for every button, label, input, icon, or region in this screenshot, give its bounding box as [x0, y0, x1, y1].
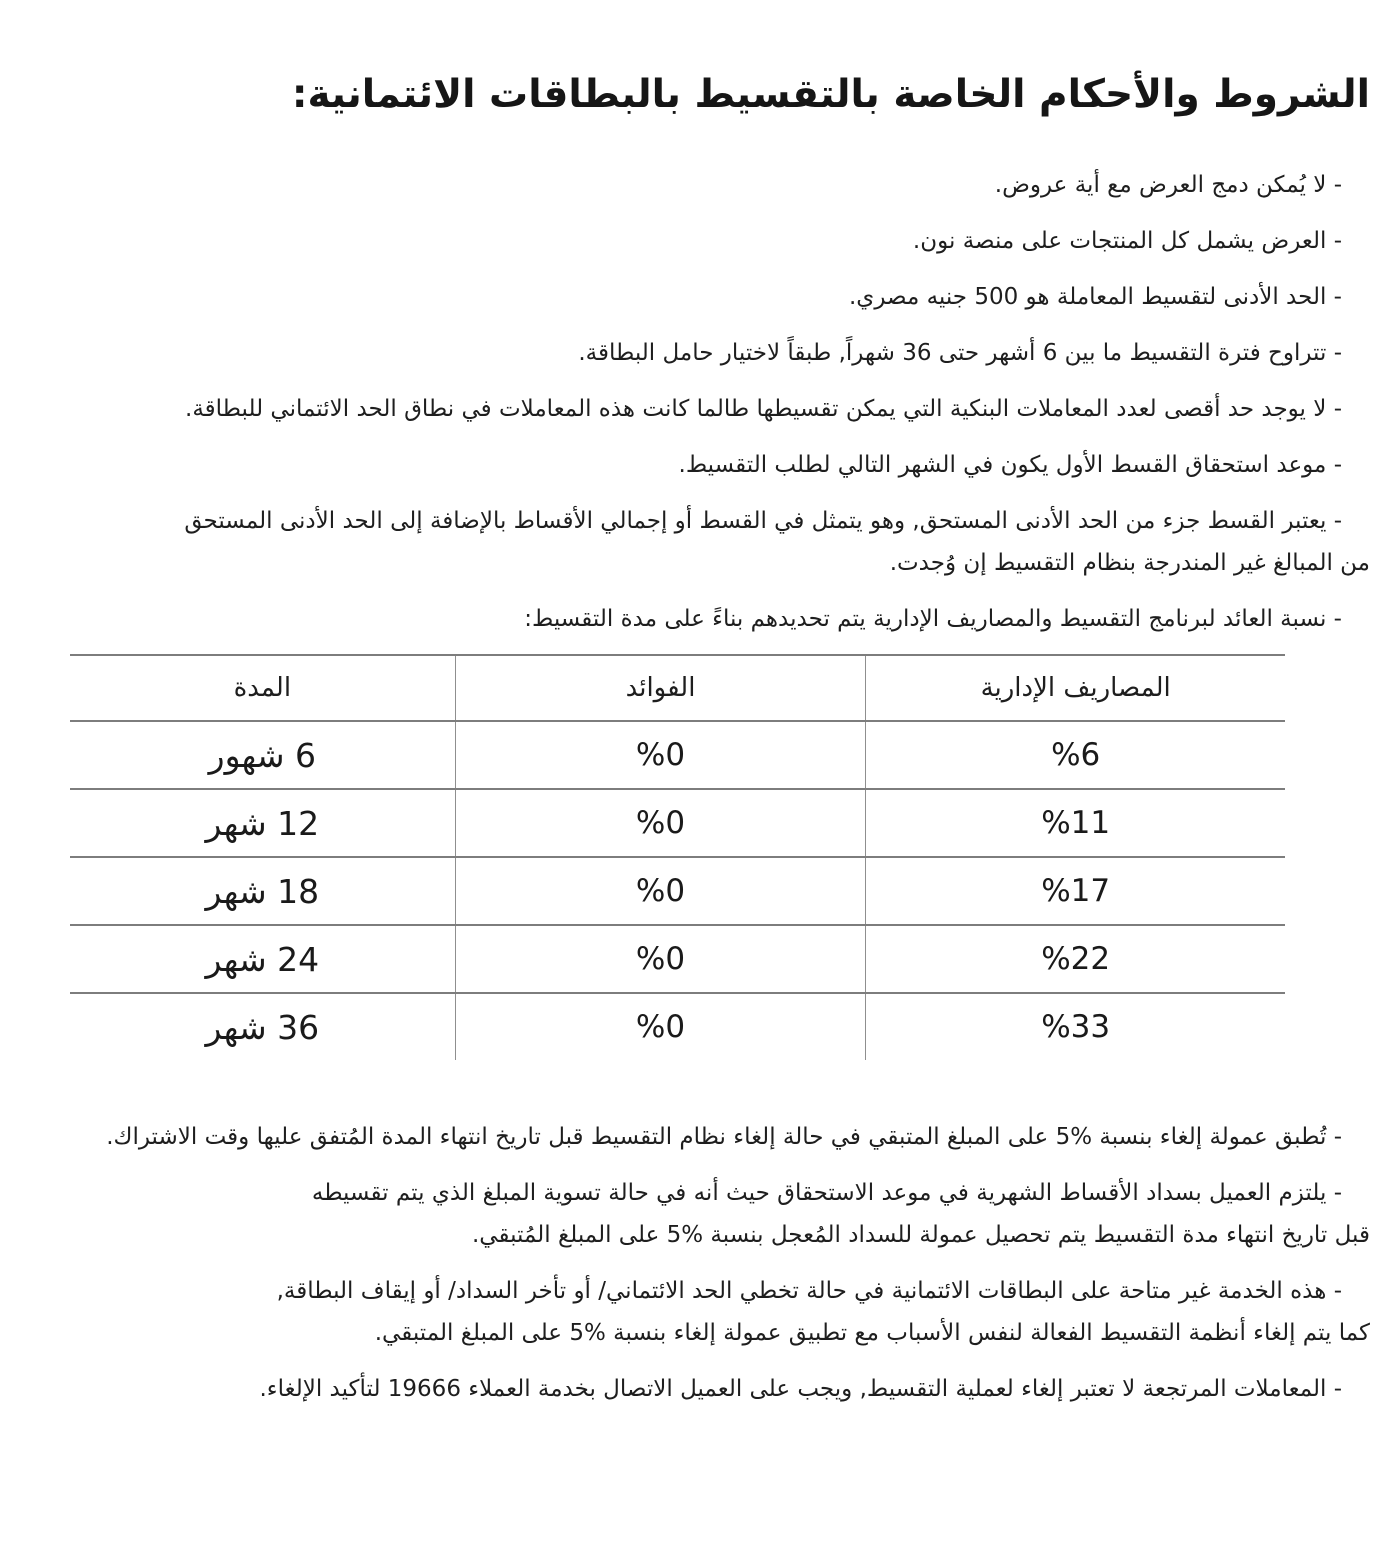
table-header-cell: المدة — [70, 655, 455, 721]
term-line: - المعاملات المرتجعة لا تعتبر إلغاء لعملية التقسيط, ويجب على العميل الاتصال بخدمة العملاء 19666 لتأكيد الإلغاء. — [259, 1376, 1342, 1402]
terms-list-top — [40, 164, 1370, 640]
term-line: - الحد الأدنى لتقسيط المعاملة هو 500 جنيه مصري. — [849, 284, 1342, 310]
term-item — [40, 1368, 1370, 1410]
term-line: قبل تاريخ انتهاء مدة التقسيط يتم تحصيل عمولة للسداد المُعجل بنسبة %5 على المبلغ المُتبقي. — [472, 1222, 1370, 1248]
table-row — [70, 721, 1285, 789]
term-line: من المبالغ غير المندرجة بنظام التقسيط إن وُجدت. — [889, 550, 1370, 576]
interest-cell: %0 — [455, 721, 866, 789]
table-row — [70, 857, 1285, 925]
table-row — [70, 993, 1285, 1060]
term-line: - العرض يشمل كل المنتجات على منصة نون. — [912, 228, 1342, 254]
admin-fee-cell: %22 — [866, 925, 1285, 993]
term-item — [40, 500, 1370, 584]
interest-cell: %0 — [455, 789, 866, 857]
term-line: - لا يوجد حد أقصى لعدد المعاملات البنكية التي يمكن تقسيطها طالما كانت هذه المعاملات في نطاق الحد الائتماني للبطاقة. — [185, 396, 1342, 422]
installment-rates-table — [70, 654, 1285, 1060]
term-line: - تُطبق عمولة إلغاء بنسبة %5 على المبلغ المتبقي في حالة إلغاء نظام التقسيط قبل تاريخ انتهاء المدة المُتفق عليها وقت الاشتراك. — [106, 1124, 1342, 1150]
page-title: الشروط والأحكام الخاصة بالتقسيط بالبطاقات الائتمانية: — [291, 72, 1370, 117]
table-row — [70, 789, 1285, 857]
term-item — [40, 332, 1370, 374]
admin-fee-cell: %17 — [866, 857, 1285, 925]
term-line: - هذه الخدمة غير متاحة على البطاقات الائتمانية في حالة تخطي الحد الائتماني/ أو تأخر السداد/ أو إيقاف البطاقة, — [276, 1278, 1342, 1304]
term-item — [40, 388, 1370, 430]
interest-cell: %0 — [455, 925, 866, 993]
admin-fee-cell: %6 — [866, 721, 1285, 789]
table-header-cell: الفوائد — [455, 655, 866, 721]
duration-cell: 12 شهر — [70, 789, 455, 857]
admin-fee-cell: %33 — [866, 993, 1285, 1060]
duration-cell: 6 شهور — [70, 721, 455, 789]
term-line: - لا يُمكن دمج العرض مع أية عروض. — [994, 172, 1342, 198]
terms-list-bottom — [40, 1116, 1370, 1410]
duration-cell: 18 شهر — [70, 857, 455, 925]
rates-table-body — [70, 721, 1285, 1060]
term-line: - يعتبر القسط جزء من الحد الأدنى المستحق, وهو يتمثل في القسط أو إجمالي الأقساط بالإضافة إلى الحد الأدنى المستحق — [184, 508, 1342, 534]
term-item — [40, 598, 1370, 640]
terms-page — [0, 70, 1400, 1410]
term-line: - نسبة العائد لبرنامج التقسيط والمصاريف الإدارية يتم تحديدهم بناءً على مدة التقسيط: — [524, 606, 1342, 632]
table-header-row — [70, 655, 1285, 721]
table-header-cell: المصاريف الإدارية — [866, 655, 1285, 721]
term-item — [40, 164, 1370, 206]
admin-fee-cell: %11 — [866, 789, 1285, 857]
table-row — [70, 925, 1285, 993]
duration-cell: 36 شهر — [205, 1007, 320, 1047]
term-item — [40, 276, 1370, 318]
term-item — [40, 1270, 1370, 1354]
term-item — [40, 1172, 1370, 1256]
rates-table-header — [70, 655, 1285, 721]
term-line: كما يتم إلغاء أنظمة التقسيط الفعالة لنفس الأسباب مع تطبيق عمولة إلغاء بنسبة %5 على المبلغ المتبقي. — [374, 1320, 1370, 1346]
term-item — [40, 220, 1370, 262]
term-item — [40, 1116, 1370, 1158]
duration-cell: 24 شهر — [70, 925, 455, 993]
term-item — [40, 444, 1370, 486]
term-line: - موعد استحقاق القسط الأول يكون في الشهر التالي لطلب التقسيط. — [678, 452, 1342, 478]
interest-cell: %0 — [455, 993, 866, 1060]
term-line: - تتراوح فترة التقسيط ما بين 6 أشهر حتى 36 شهراً, طبقاً لاختيار حامل البطاقة. — [578, 340, 1342, 366]
term-line: - يلتزم العميل بسداد الأقساط الشهرية في موعد الاستحقاق حيث أنه في حالة تسوية المبلغ الذي يتم تقسيطه — [311, 1180, 1342, 1206]
interest-cell: %0 — [455, 857, 866, 925]
